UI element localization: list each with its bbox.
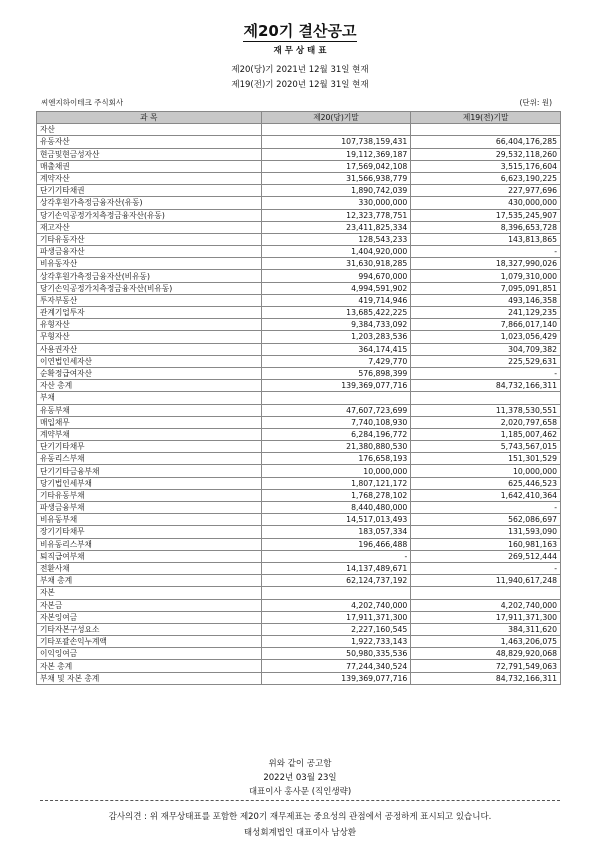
account-cell: 관계기업투자 [37, 307, 262, 319]
prior-value-cell: 17,535,245,907 [411, 209, 561, 221]
current-value-cell: 364,174,415 [261, 343, 411, 355]
current-value-cell: 2,227,160,545 [261, 623, 411, 635]
table-row [37, 282, 561, 294]
prior-value-cell: 17,911,371,300 [411, 611, 561, 623]
current-value-cell: 47,607,723,699 [261, 404, 411, 416]
current-value-cell: 330,000,000 [261, 197, 411, 209]
account-cell: 매입채무 [37, 416, 262, 428]
company-name: 씨엔지하이테크 주식회사 [41, 98, 124, 107]
prior-value-cell: 269,512,444 [411, 550, 561, 562]
table-row [37, 160, 561, 172]
current-value-cell: 50,980,335,536 [261, 648, 411, 660]
account-cell: 자본 [37, 587, 262, 599]
prior-value-cell: - [411, 562, 561, 574]
statement-subtitle: 재 무 상 태 표 [273, 46, 327, 56]
table-row [37, 550, 561, 562]
account-cell: 유동자산 [37, 136, 262, 148]
current-value-cell: 6,284,196,772 [261, 428, 411, 440]
table-header-row [37, 112, 561, 124]
account-cell: 비유동리스부채 [37, 538, 262, 550]
prior-value-cell: 160,981,163 [411, 538, 561, 550]
audit-firm: 태성회계법인 대표이사 남상환 [243, 828, 357, 838]
table-row [37, 392, 561, 404]
account-cell: 부채 및 자본 총계 [37, 672, 262, 684]
current-value-cell: 77,244,340,524 [261, 660, 411, 672]
period-prior: 제19(전)기 2020년 12월 31일 현재 [231, 80, 369, 90]
table-row [37, 197, 561, 209]
prior-value-cell: 1,642,410,364 [411, 489, 561, 501]
table-row [37, 441, 561, 453]
current-value-cell: 62,124,737,192 [261, 575, 411, 587]
account-cell: 단기기타채무 [37, 441, 262, 453]
prior-value-cell: 227,977,696 [411, 185, 561, 197]
account-cell: 무형자산 [37, 331, 262, 343]
table-row [37, 148, 561, 160]
account-cell: 당기손익공정가치측정금융자산(비유동) [37, 282, 262, 294]
current-value-cell: 13,685,422,225 [261, 307, 411, 319]
current-value-cell: - [261, 550, 411, 562]
prior-value-cell: 18,327,990,026 [411, 258, 561, 270]
prior-value-cell: 6,623,190,225 [411, 172, 561, 184]
current-value-cell [261, 392, 411, 404]
footer-ceo: 대표이사 홍사문 (직인생략) [248, 787, 352, 797]
table-row [37, 489, 561, 501]
current-value-cell: 14,137,489,671 [261, 562, 411, 574]
header-current: 제20(당)기말 [261, 112, 411, 124]
audit-opinion: 감사의견 : 위 재무상태표를 포함한 제20기 재무제표는 중요성의 관점에서 공정하게 표시되고 있습니다. [108, 812, 492, 822]
account-cell: 퇴직급여부채 [37, 550, 262, 562]
current-value-cell: 31,630,918,285 [261, 258, 411, 270]
table-row [37, 319, 561, 331]
prior-value-cell: 7,866,017,140 [411, 319, 561, 331]
prior-value-cell: 3,515,176,604 [411, 160, 561, 172]
prior-value-cell: 384,311,620 [411, 623, 561, 635]
footer-statement: 위와 같이 공고함 [268, 759, 332, 769]
prior-value-cell: 4,202,740,000 [411, 599, 561, 611]
prior-value-cell: 5,743,567,015 [411, 441, 561, 453]
table-row [37, 453, 561, 465]
account-cell: 유동부채 [37, 404, 262, 416]
account-cell: 기타자본구성요소 [37, 623, 262, 635]
current-value-cell: 7,429,770 [261, 355, 411, 367]
prior-value-cell: 72,791,549,063 [411, 660, 561, 672]
current-value-cell: 21,380,880,530 [261, 441, 411, 453]
table-row [37, 623, 561, 635]
account-cell: 단기기타금융부채 [37, 465, 262, 477]
account-cell: 기타유동자산 [37, 233, 262, 245]
current-value-cell: 139,369,077,716 [261, 672, 411, 684]
period-current: 제20(당)기 2021년 12월 31일 현재 [231, 65, 369, 75]
table-row [37, 465, 561, 477]
account-cell: 재고자산 [37, 221, 262, 233]
prior-value-cell: - [411, 246, 561, 258]
account-cell: 유동리스부채 [37, 453, 262, 465]
table-row [37, 502, 561, 514]
account-cell: 계약부채 [37, 428, 262, 440]
account-cell: 파생금융부채 [37, 502, 262, 514]
account-cell: 전환사채 [37, 562, 262, 574]
current-value-cell: 1,807,121,172 [261, 477, 411, 489]
prior-value-cell: 1,023,056,429 [411, 331, 561, 343]
prior-value-cell: 151,301,529 [411, 453, 561, 465]
prior-value-cell: 562,086,697 [411, 514, 561, 526]
account-cell: 자본금 [37, 599, 262, 611]
prior-value-cell: 7,095,091,851 [411, 282, 561, 294]
prior-value-cell [411, 124, 561, 136]
prior-value-cell: 66,404,176,285 [411, 136, 561, 148]
current-value-cell: 1,890,742,039 [261, 185, 411, 197]
account-cell: 투자부동산 [37, 294, 262, 306]
table-row [37, 124, 561, 136]
table-row [37, 587, 561, 599]
current-value-cell: 128,543,233 [261, 233, 411, 245]
table-row [37, 416, 561, 428]
account-cell: 당기법인세부채 [37, 477, 262, 489]
table-row [37, 172, 561, 184]
prior-value-cell: 1,185,007,462 [411, 428, 561, 440]
current-value-cell: 196,466,488 [261, 538, 411, 550]
current-value-cell: 994,670,000 [261, 270, 411, 282]
page-title: 제20기 결산공고 [243, 22, 357, 40]
prior-value-cell: 143,813,865 [411, 233, 561, 245]
table-row [37, 355, 561, 367]
table-row [37, 185, 561, 197]
account-cell: 자산 [37, 124, 262, 136]
current-value-cell: 31,566,938,779 [261, 172, 411, 184]
prior-value-cell: 11,378,530,551 [411, 404, 561, 416]
table-row [37, 538, 561, 550]
current-value-cell: 17,569,042,108 [261, 160, 411, 172]
account-cell: 기타포괄손익누계액 [37, 636, 262, 648]
table-row [37, 404, 561, 416]
prior-value-cell [411, 392, 561, 404]
current-value-cell [261, 124, 411, 136]
account-cell: 계약자산 [37, 172, 262, 184]
account-cell: 상각후원가측정금융자산(유동) [37, 197, 262, 209]
table-row [37, 562, 561, 574]
table-row [37, 599, 561, 611]
table-row [37, 428, 561, 440]
account-cell: 부채 [37, 392, 262, 404]
current-value-cell: 12,323,778,751 [261, 209, 411, 221]
prior-value-cell: 11,940,617,248 [411, 575, 561, 587]
divider [40, 800, 560, 801]
table-row [37, 380, 561, 392]
account-cell: 유형자산 [37, 319, 262, 331]
account-cell: 기타유동부채 [37, 489, 262, 501]
table-row [37, 246, 561, 258]
current-value-cell: 576,898,399 [261, 367, 411, 379]
table-row [37, 233, 561, 245]
account-cell: 이연법인세자산 [37, 355, 262, 367]
account-cell: 이익잉여금 [37, 648, 262, 660]
table-row [37, 514, 561, 526]
table-row [37, 209, 561, 221]
balance-sheet-table [36, 111, 561, 685]
prior-value-cell: 225,529,631 [411, 355, 561, 367]
current-value-cell: 10,000,000 [261, 465, 411, 477]
current-value-cell: 4,202,740,000 [261, 599, 411, 611]
prior-value-cell: 430,000,000 [411, 197, 561, 209]
account-cell: 자본 총계 [37, 660, 262, 672]
prior-value-cell: 84,732,166,311 [411, 672, 561, 684]
current-value-cell: 4,994,591,902 [261, 282, 411, 294]
prior-value-cell: 241,129,235 [411, 307, 561, 319]
current-value-cell [261, 587, 411, 599]
header-prior: 제19(전)기말 [411, 112, 561, 124]
table-row [37, 331, 561, 343]
table-row [37, 270, 561, 282]
account-cell: 부채 총계 [37, 575, 262, 587]
current-value-cell: 1,768,278,102 [261, 489, 411, 501]
table-row [37, 672, 561, 684]
table-row [37, 660, 561, 672]
account-cell: 장기기타채무 [37, 526, 262, 538]
table-row [37, 307, 561, 319]
current-value-cell: 139,369,077,716 [261, 380, 411, 392]
current-value-cell: 7,740,108,930 [261, 416, 411, 428]
prior-value-cell: 2,020,797,658 [411, 416, 561, 428]
account-cell: 파생금융자산 [37, 246, 262, 258]
prior-value-cell: 1,463,206,075 [411, 636, 561, 648]
current-value-cell: 19,112,369,187 [261, 148, 411, 160]
table-row [37, 136, 561, 148]
account-cell: 단기기타채권 [37, 185, 262, 197]
prior-value-cell [411, 587, 561, 599]
account-cell: 매출채권 [37, 160, 262, 172]
account-cell: 당기손익공정가치측정금융자산(유동) [37, 209, 262, 221]
account-cell: 현금및현금성자산 [37, 148, 262, 160]
prior-value-cell: 625,446,523 [411, 477, 561, 489]
table-row [37, 648, 561, 660]
current-value-cell: 9,384,733,092 [261, 319, 411, 331]
account-cell: 순확정급여자산 [37, 367, 262, 379]
table-row [37, 636, 561, 648]
table-row [37, 258, 561, 270]
prior-value-cell: 1,079,310,000 [411, 270, 561, 282]
prior-value-cell: 304,709,382 [411, 343, 561, 355]
table-row [37, 477, 561, 489]
table-row [37, 294, 561, 306]
account-cell: 사용권자산 [37, 343, 262, 355]
unit-label: (단위: 원) [519, 98, 552, 107]
footer-date: 2022년 03월 23일 [263, 773, 337, 783]
prior-value-cell: 84,732,166,311 [411, 380, 561, 392]
current-value-cell: 14,517,013,493 [261, 514, 411, 526]
account-cell: 비유동부채 [37, 514, 262, 526]
account-cell: 자산 총계 [37, 380, 262, 392]
current-value-cell: 23,411,825,334 [261, 221, 411, 233]
prior-value-cell: 493,146,358 [411, 294, 561, 306]
prior-value-cell: 10,000,000 [411, 465, 561, 477]
current-value-cell: 8,440,480,000 [261, 502, 411, 514]
account-cell: 비유동자산 [37, 258, 262, 270]
account-cell: 자본잉여금 [37, 611, 262, 623]
current-value-cell: 17,911,371,300 [261, 611, 411, 623]
prior-value-cell: 29,532,118,260 [411, 148, 561, 160]
current-value-cell: 176,658,193 [261, 453, 411, 465]
prior-value-cell: 8,396,653,728 [411, 221, 561, 233]
table-row [37, 367, 561, 379]
table-row [37, 221, 561, 233]
current-value-cell: 107,738,159,431 [261, 136, 411, 148]
current-value-cell: 1,922,733,143 [261, 636, 411, 648]
prior-value-cell: - [411, 502, 561, 514]
account-cell: 상각후원가측정금융자산(비유동) [37, 270, 262, 282]
table-row [37, 575, 561, 587]
current-value-cell: 183,057,334 [261, 526, 411, 538]
current-value-cell: 419,714,946 [261, 294, 411, 306]
current-value-cell: 1,404,920,000 [261, 246, 411, 258]
prior-value-cell: 48,829,920,068 [411, 648, 561, 660]
table-row [37, 611, 561, 623]
current-value-cell: 1,203,283,536 [261, 331, 411, 343]
prior-value-cell: 131,593,090 [411, 526, 561, 538]
header-account: 과 목 [37, 112, 262, 124]
table-row [37, 343, 561, 355]
table-row [37, 526, 561, 538]
prior-value-cell: - [411, 367, 561, 379]
